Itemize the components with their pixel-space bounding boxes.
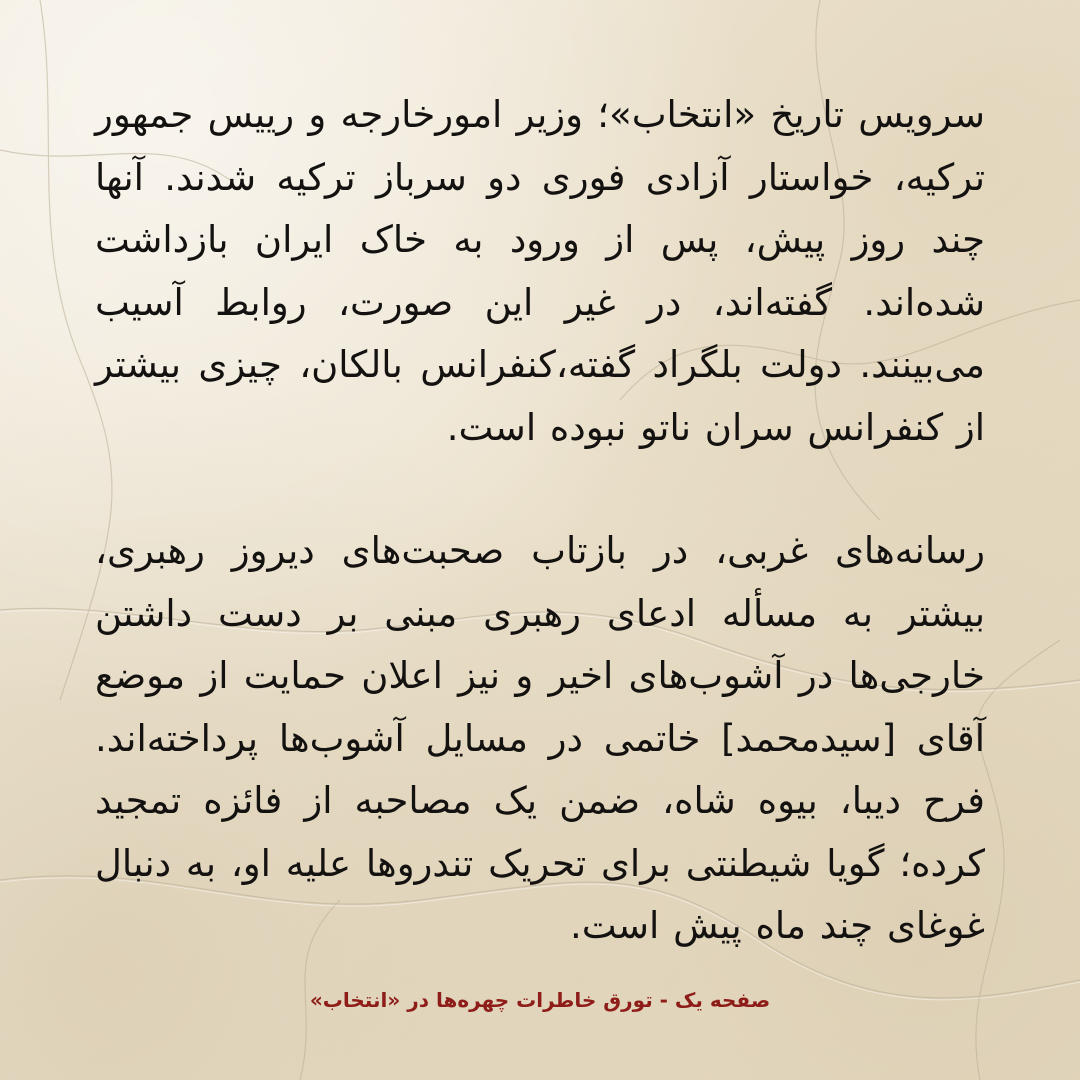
paragraph-1: سرویس تاریخ «انتخاب»؛ وزیر امورخارجه و رییس جمهور ترکیه، خواستار آزادی فوری دو سرباز ترکیه شدند. آنها چند روز پیش، پس از ورود به خاک ایران بازداشت شده‌اند. گفته‌اند، در غیر این صورت، روابط آسیب می‌بینند. دولت بلگراد گفته،کنفرانس بالکان، چیزی بیشتر از کنفرانس سران ناتو نبوده است. <box>95 93 985 449</box>
article-body <box>95 84 985 958</box>
paragraph-2: رسانه‌های غربی، در بازتاب صحبت‌های دیروز رهبری، بیشتر به مسأله ادعای رهبری مبنی بر دست داشتن خارجی‌ها در آشوب‌های اخیر و نیز اعلان حمایت از موضع آقای [سیدمحمد] خاتمی در مسایل آشوب‌ها پرداخته‌اند. فرح دیبا، بیوه شاه، ضمن یک مصاحبه از فائزه تمجید کرده؛ گویا شیطنتی برای تحریک تندروها علیه او، به دنبال غوغای چند ماه پیش است. <box>95 529 985 947</box>
footer-caption: صفحه یک - تورق خاطرات چهره‌ها در «انتخاب» <box>309 988 771 1012</box>
